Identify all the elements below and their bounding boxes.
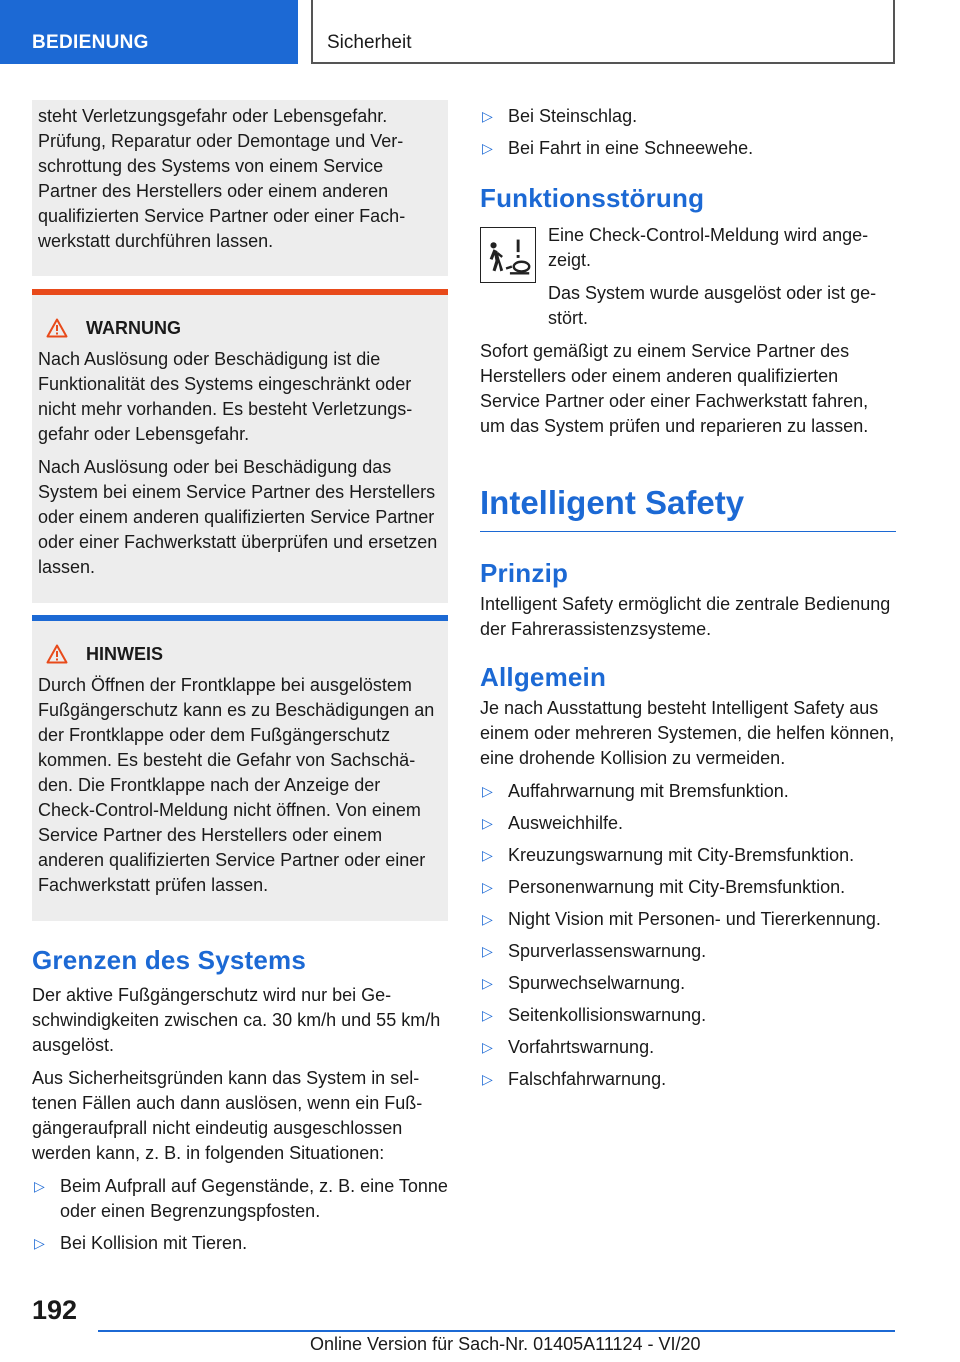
triangle-bullet-icon: ▷ bbox=[34, 1235, 45, 1251]
fault-section bbox=[480, 183, 896, 439]
footer-version-text: Online Version für Sach-Nr. 01405A11124 - VI/20 bbox=[310, 1334, 701, 1354]
list-item: ▷ Ausweichhilfe. bbox=[480, 811, 896, 836]
triangle-bullet-icon: ▷ bbox=[482, 1007, 493, 1023]
warning-paragraph-1: Nach Auslösung oder Beschädigung ist die Funktionalität des Systems eingeschränkt oder nicht mehr vorhanden. Es besteht Verletzungsgefahr oder Lebensgefahr. bbox=[38, 349, 413, 444]
triangle-bullet-icon: ▷ bbox=[482, 815, 493, 831]
triangle-bullet-icon: ▷ bbox=[482, 108, 493, 124]
left-column bbox=[32, 100, 448, 1263]
list-item: ▷ Night Vision mit Personen- und Tiererkennung. bbox=[480, 907, 896, 932]
limits-section bbox=[32, 945, 448, 1256]
page-number: 192 bbox=[32, 1295, 78, 1325]
triangle-bullet-icon: ▷ bbox=[482, 975, 493, 991]
fault-paragraph-3: Sofort gemäßigt zu einem Service Partner des Herstellers oder einem anderen qualifizierten Service Partner oder einer Fachwerkstatt fahren, um das System prüfen und reparieren zu lassen. bbox=[480, 341, 869, 436]
header-section-label: BEDIENUNG bbox=[32, 32, 149, 53]
limits-list bbox=[32, 1174, 448, 1256]
list-item: ▷ Falschfahrwarnung. bbox=[480, 1067, 896, 1092]
triangle-bullet-icon: ▷ bbox=[482, 783, 493, 799]
fault-paragraph-1: Eine Check-Control-Meldung wird angezeigt. bbox=[548, 225, 869, 270]
fault-paragraph-2: Das System wurde ausgelöst oder ist gestört. bbox=[548, 283, 877, 328]
warning-title: WARNUNG bbox=[86, 317, 181, 338]
triangle-bullet-icon: ▷ bbox=[482, 943, 493, 959]
triangle-bullet-icon: ▷ bbox=[34, 1178, 45, 1194]
warning-triangle-icon bbox=[46, 318, 68, 338]
limits-paragraph-2: Aus Sicherheitsgründen kann das System in seltenen Fällen auch dann auslösen, wenn ein Fußgängeraufprall nicht eindeutig ausgeschlossen werden kann, z. B. in folgenden Situationen: bbox=[32, 1068, 423, 1163]
note-header bbox=[38, 641, 440, 667]
list-item: ▷ Spurverlassenswarnung. bbox=[480, 939, 896, 964]
list-item: ▷ Bei Steinschlag. bbox=[480, 104, 896, 129]
fault-block bbox=[480, 223, 896, 331]
intelligent-safety-heading: Intelligent Safety bbox=[480, 483, 896, 532]
continued-warning-text: steht Verletzungsgefahr oder Lebensgefahr. Prüfung, Reparatur oder Demontage und Verschrottung des Systems von einem Service Partner des Herstellers oder einem anderen qualifizierten Service Partner oder einer Fachwerkstatt durchführen lassen. bbox=[38, 106, 406, 251]
safety-systems-list bbox=[480, 779, 896, 1092]
continued-list bbox=[480, 104, 896, 161]
pedestrian-protection-warning-icon bbox=[480, 227, 536, 283]
list-item: ▷ Kreuzungswarnung mit City-Bremsfunktion. bbox=[480, 843, 896, 868]
warning-header bbox=[38, 315, 440, 341]
list-item: ▷ Vorfahrtswarnung. bbox=[480, 1035, 896, 1060]
note-paragraph-1: Durch Öffnen der Frontklappe bei ausgelöstem Fußgängerschutz kann es zu Beschädigungen an der Frontklappe oder dem Fußgängerschutz kommen. Es besteht die Gefahr von Sachschäden. Die Frontklappe nach der Anzeige der Check-Control-Meldung nicht öffnen. Von einem Service Partner des Herstellers oder einem anderen qualifizierten Service Partner oder einer Fachwerkstatt prüfen lassen. bbox=[38, 675, 435, 895]
principle-heading: Prinzip bbox=[480, 558, 569, 588]
general-text: Je nach Ausstattung besteht Intelligent Safety aus einem oder mehreren Systemen, die helfen können, eine drohende Kollision zu vermeiden. bbox=[480, 698, 895, 768]
header-section-tab bbox=[0, 0, 298, 64]
triangle-bullet-icon: ▷ bbox=[482, 847, 493, 863]
principle-text: Intelligent Safety ermöglicht die zentrale Bedienung der Fahrerassistenzsysteme. bbox=[480, 594, 891, 639]
general-heading: Allgemein bbox=[480, 662, 607, 692]
warning-box bbox=[32, 289, 448, 603]
list-item: ▷ Spurwechselwarnung. bbox=[480, 971, 896, 996]
right-column bbox=[480, 100, 896, 1099]
fault-heading: Funktionsstörung bbox=[480, 183, 705, 213]
intelligent-safety-section bbox=[480, 483, 896, 1092]
triangle-bullet-icon: ▷ bbox=[482, 1039, 493, 1055]
list-item: ▷ Personenwarnung mit City-Bremsfunktion. bbox=[480, 875, 896, 900]
triangle-bullet-icon: ▷ bbox=[482, 1071, 493, 1087]
triangle-bullet-icon: ▷ bbox=[482, 911, 493, 927]
warning-paragraph-2: Nach Auslösung oder bei Beschädigung das System bei einem Service Partner des Herstellers oder einem anderen qualifizierten Service Partner oder einer Fachwerkstatt überprüfen und ersetzen lassen. bbox=[38, 457, 438, 577]
triangle-bullet-icon: ▷ bbox=[482, 879, 493, 895]
list-item: ▷ Bei Fahrt in eine Schneewehe. bbox=[480, 136, 896, 161]
list-item: ▷ Seitenkollisionswarnung. bbox=[480, 1003, 896, 1028]
note-triangle-icon bbox=[46, 644, 68, 664]
triangle-bullet-icon: ▷ bbox=[482, 140, 493, 156]
list-item: ▷ Auffahrwarnung mit Bremsfunktion. bbox=[480, 779, 896, 804]
continued-warning-box bbox=[32, 100, 448, 276]
list-item: ▷ Beim Aufprall auf Gegenstände, z. B. eine Tonne oder einen Begrenzungspfosten. bbox=[34, 1176, 448, 1221]
limits-heading: Grenzen des Systems bbox=[32, 945, 307, 975]
list-item: ▷ Bei Kollision mit Tieren. bbox=[32, 1231, 448, 1256]
note-title: HINWEIS bbox=[86, 643, 164, 664]
limits-paragraph-1: Der aktive Fußgängerschutz wird nur bei Geschwindigkeiten zwischen ca. 30 km/h und 55 km/h ausgelöst. bbox=[32, 985, 441, 1055]
note-box bbox=[32, 615, 448, 921]
header-chapter-tab bbox=[311, 0, 895, 64]
header-chapter-label: Sicherheit bbox=[327, 32, 412, 53]
